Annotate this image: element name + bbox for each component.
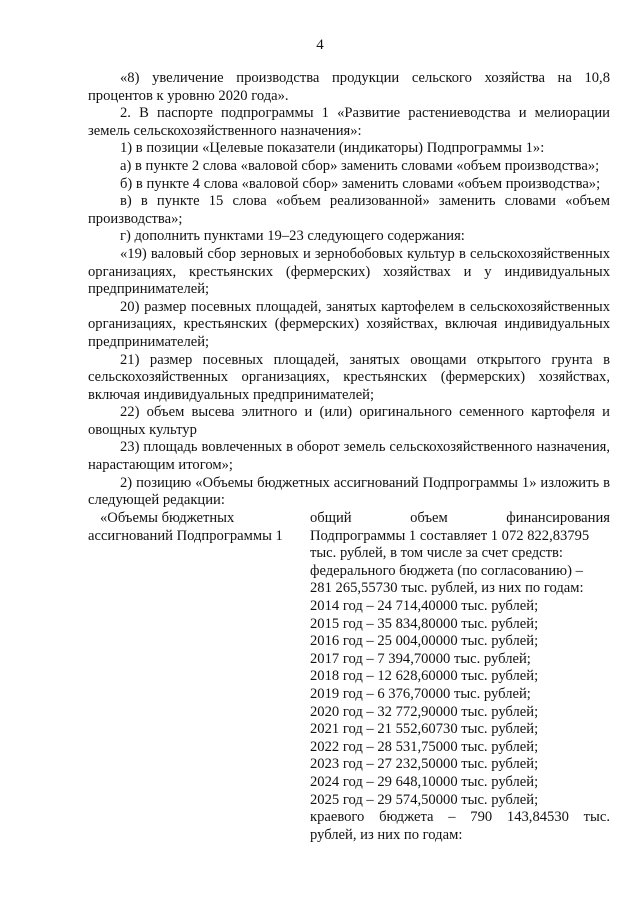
budget-year-line: 2015 год – 35 834,80000 тыс. рублей; [310,615,539,632]
budget-year-line: 2024 год – 29 648,10000 тыс. рублей; [310,773,539,790]
paragraph-item-8: «8) увеличение производства продукции сельского хозяйства на 10,8 процентов к уровню 2020 года». [88,70,610,104]
budget-year-line: 2017 год – 7 394,70000 тыс. рублей; [310,650,531,667]
budget-intro-line: 281 265,55730 тыс. рублей, из них по годам: [310,580,584,597]
budget-intro-line: Подпрограммы 1 составляет 1 072 822,83795 [310,527,590,544]
budget-table-label-cell [88,510,310,844]
budget-year-line: 2020 год – 32 772,90000 тыс. рублей; [310,703,539,720]
body-text [88,70,610,510]
budget-year-line: 2025 год – 29 574,50000 тыс. рублей; [310,791,539,808]
budget-table [88,510,610,844]
budget-intro-line: общий объем финансирования [310,510,610,526]
budget-label-line: ассигнований Подпрограммы 1 [88,527,283,544]
budget-year-line: 2019 год – 6 376,70000 тыс. рублей; [310,685,531,702]
page-number: 4 [316,37,324,53]
paragraph-position-2: 2) позицию «Объемы бюджетных ассигнований Подпрограммы 1» изложить в следующей редакции: [88,474,610,509]
paragraph-sub-v: в) в пункте 15 слова «объем реализованной» заменить словами «объем производства»; [88,193,610,227]
budget-year-line: 2016 год – 25 004,00000 тыс. рублей; [310,633,539,650]
paragraph-item-20: 20) размер посевных площадей, занятых картофелем в сельскохозяйственных организациях, крестьянских (фермерских) хозяйствах, включая индивидуальных предпринимателей; [88,298,610,350]
budget-tail-line: рублей, из них по годам: [310,826,463,843]
budget-label-line: «Объемы бюджетных [100,510,235,526]
paragraph-sub-g: г) дополнить пунктами 19–23 следующего содержания: [120,228,465,245]
budget-year-line: 2022 год – 28 531,75000 тыс. рублей; [310,738,539,755]
budget-year-line: 2023 год – 27 232,50000 тыс. рублей; [310,756,539,773]
paragraph-position-1: 1) в позиции «Целевые показатели (индикаторы) Подпрограммы 1»: [120,140,545,157]
budget-intro-line: тыс. рублей, в том числе за счет средств: [310,545,563,562]
budget-intro-line: федерального бюджета (по согласованию) – [310,562,583,579]
paragraph-item-21: 21) размер посевных площадей, занятых овощами открытого грунта в сельскохозяйственных организациях, крестьянских (фермерских) хозяйствах, включая индивидуальных предпринимателей; [88,351,610,403]
budget-year-line: 2021 год – 21 552,60730 тыс. рублей; [310,721,539,738]
budget-year-line: 2014 год – 24 714,40000 тыс. рублей; [310,597,539,614]
paragraph-sub-a: а) в пункте 2 слова «валовой сбор» заменить словами «объем производства»; [120,157,600,174]
budget-year-line: 2018 год – 12 628,60000 тыс. рублей; [310,668,539,685]
budget-table-value-cell [310,510,610,844]
paragraph-sub-b: б) в пункте 4 слова «валовой сбор» заменить словами «объем производства»; [120,175,601,192]
paragraph-item-23: 23) площадь вовлеченных в оборот земель сельскохозяйственного назначения, нарастающим итогом»; [88,439,610,474]
paragraph-item-19: «19) валовый сбор зерновых и зернобобовых культур в сельскохозяйственных организациях, крестьянских (фермерских) хозяйствах и у индивидуальных предпринимателей; [88,245,610,298]
paragraph-section-2: 2. В паспорте подпрограммы 1 «Развитие растениеводства и мелиорации земель сельскохозяйственного назначения»: [88,105,610,139]
paragraph-item-22: 22) объем высева элитного и (или) оригинального семенного картофеля и овощных культур [88,404,610,438]
budget-tail-line: краевого бюджета – 790 143,84530 тыс. [310,809,610,826]
